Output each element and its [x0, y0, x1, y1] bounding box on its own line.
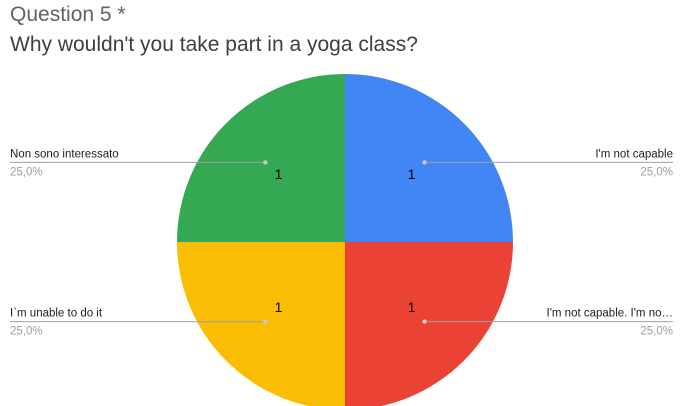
slice-value-label: 1	[407, 299, 416, 316]
pie-slice-3	[177, 242, 345, 406]
leader-dot	[422, 160, 426, 164]
slice-value-label: 1	[274, 166, 283, 183]
slice-category-label: I'm not capable. I'm no…	[546, 307, 673, 320]
slice-category-label: Non sono interessato	[10, 148, 119, 161]
slice-percent-label: 25,0%	[640, 325, 673, 338]
slice-value-label: 1	[274, 299, 283, 316]
leader-dot	[263, 319, 267, 323]
slice-percent-label: 25,0%	[10, 166, 43, 179]
pie-slice-1	[345, 74, 513, 242]
pie-slice-4	[177, 74, 345, 242]
pie-slice-2	[345, 242, 513, 406]
slice-category-label: I`m unable to do it	[10, 307, 103, 320]
slice-category-label: I'm not capable	[595, 148, 673, 161]
slice-percent-label: 25,0%	[640, 166, 673, 179]
chart-title: Why wouldn't you take part in a yoga class?	[10, 33, 418, 56]
slice-percent-label: 25,0%	[10, 325, 43, 338]
leader-dot	[422, 319, 426, 323]
question-number: Question 5 *	[10, 3, 126, 26]
leader-dot	[263, 160, 267, 164]
slice-value-label: 1	[407, 166, 416, 183]
